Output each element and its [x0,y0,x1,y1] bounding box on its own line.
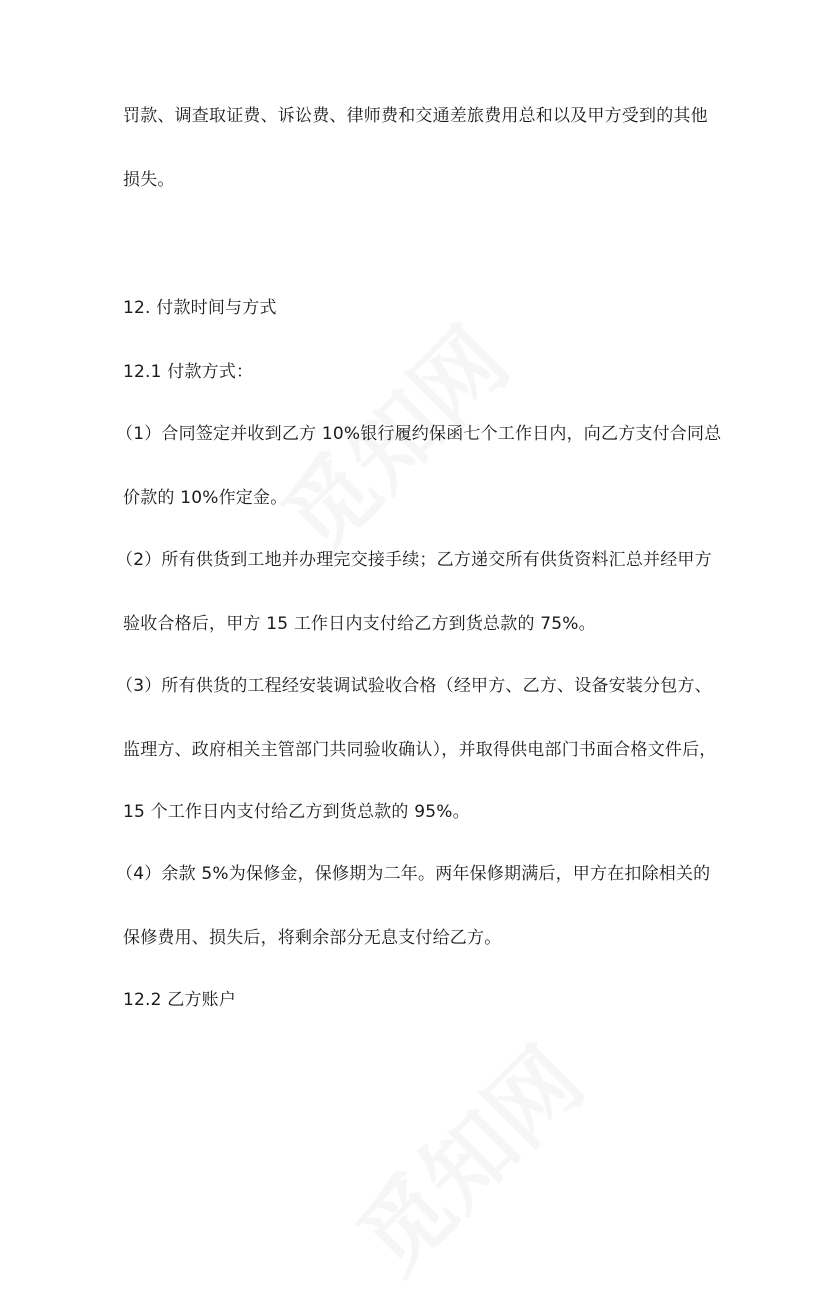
list-item-3-line-1: （3）所有供货的工程经安装调试验收合格（经甲方、乙方、设备安装分包方、 [116,676,712,696]
list-item-4-line-2: 保修费用、损失后，将剩余部分无息支付给乙方。 [123,928,502,948]
list-item-4-line-1: （4）余款 5%为保修金，保修期为二年。两年保修期满后，甲方在扣除相关的 [116,864,711,884]
paragraph-line: 损失。 [123,170,175,190]
list-item-2-line-1: （2）所有供货到工地并办理完交接手续；乙方递交所有供货资料汇总并经甲方 [116,550,712,570]
list-item-3-line-3: 15 个工作日内支付给乙方到货总款的 95%。 [123,802,470,822]
subsection-heading: 12.2 乙方账户 [123,990,237,1010]
watermark-lower [324,1014,607,1296]
paragraph-line: 罚款、调查取证费、诉讼费、律师费和交通差旅费用总和以及甲方受到的其他 [123,106,708,126]
subsection-heading: 12.1 付款方式： [123,362,254,382]
list-item-3-line-2: 监理方、政府相关主管部门共同验收确认），并取得供电部门书面合格文件后， [123,740,717,760]
list-item-1-line-1: （1）合同签定并收到乙方 10%银行履约保函七个工作日内，向乙方支付合同总 [116,424,722,444]
list-item-2-line-2: 验收合格后，甲方 15 工作日内支付给乙方到货总款的 75%。 [123,614,596,634]
list-item-1-line-2: 价款的 10%作定金。 [123,488,288,508]
section-heading: 12. 付款时间与方式 [123,298,277,318]
